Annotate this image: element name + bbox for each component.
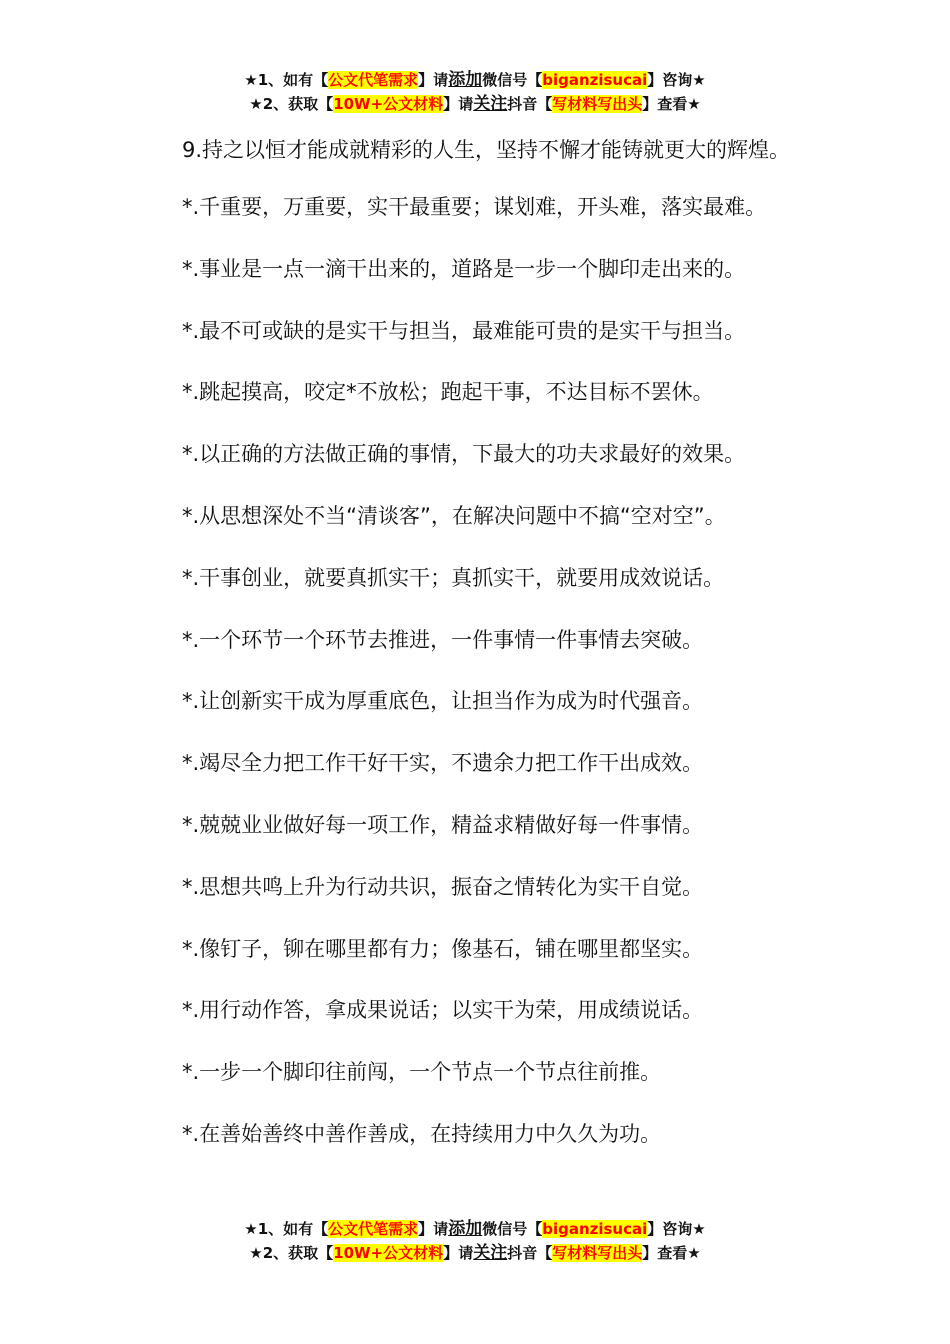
highlight-materials: 10W+公文材料 <box>333 95 444 113</box>
banner-text: 】请 <box>418 71 449 89</box>
banner-text: 抖音【 <box>507 1244 553 1262</box>
list-item: *.用行动作答，拿成果说话；以实干为荣，用成绩说话。 <box>182 998 704 1023</box>
banner-text: 】咨询 <box>647 71 693 89</box>
banner-text: 2、获取【 <box>262 95 334 113</box>
star-icon: ★ <box>244 1220 258 1238</box>
list-item: *.从思想深处不当“清谈客”，在解决问题中不搞“空对空”。 <box>182 503 726 528</box>
star-icon: ★ <box>687 1244 701 1262</box>
underlined-action: 关注 <box>473 1243 508 1263</box>
banner-text: 1、如有【 <box>257 71 329 89</box>
banner-text: 2、获取【 <box>262 1244 334 1262</box>
first-paragraph: 9.持之以恒才能成就精彩的人生，坚持不懈才能铸就更大的辉煌。 <box>182 138 791 162</box>
list-item: *.事业是一点一滴干出来的，道路是一步一个脚印走出来的。 <box>182 256 746 281</box>
banner-line-1 <box>0 1217 950 1241</box>
banner-text: 】请 <box>443 1244 474 1262</box>
list-item: *.像钉子，铆在哪里都有力；像基石，铺在哪里都坚实。 <box>182 936 704 961</box>
highlight-service: 公文代笔需求 <box>328 71 419 89</box>
list-item: *.千重要，万重要，实干最重要；谋划难，开头难，落实最难。 <box>182 195 767 219</box>
list-item: *.竭尽全力把工作干好干实，不遗余力把工作干出成效。 <box>182 751 704 776</box>
star-icon: ★ <box>244 71 258 89</box>
list-item: *.以正确的方法做正确的事情，下最大的功夫求最好的效果。 <box>182 442 746 467</box>
banner-line-2 <box>0 1241 950 1265</box>
document-body <box>142 125 822 1176</box>
banner-text: 1、如有【 <box>257 1220 329 1238</box>
underlined-action: 关注 <box>473 94 508 114</box>
banner-text: 】请 <box>443 95 474 113</box>
banner-text: 】查看 <box>642 95 688 113</box>
banner-text: 】请 <box>418 1220 449 1238</box>
list-item: *.一个环节一个环节去推进，一件事情一件事情去突破。 <box>182 627 704 652</box>
highlight-wechat-id: biganzisucai <box>542 1220 648 1238</box>
highlight-service: 公文代笔需求 <box>328 1220 419 1238</box>
highlight-douyin-account: 写材料写出头 <box>552 1244 643 1262</box>
list-item: *.干事创业，就要真抓实干；真抓实干，就要用成效说话。 <box>182 565 725 590</box>
banner-line-2 <box>0 92 950 116</box>
header-banner <box>0 68 950 116</box>
highlight-wechat-id: biganzisucai <box>542 71 648 89</box>
star-icon: ★ <box>249 1244 263 1262</box>
star-icon: ★ <box>249 95 263 113</box>
underlined-action: 添加 <box>448 70 483 90</box>
banner-line-1 <box>0 68 950 92</box>
banner-text: 抖音【 <box>507 95 553 113</box>
star-icon: ★ <box>692 1220 706 1238</box>
underlined-action: 添加 <box>448 1219 483 1239</box>
star-icon: ★ <box>692 71 706 89</box>
banner-text: 】咨询 <box>647 1220 693 1238</box>
footer-banner <box>0 1217 950 1265</box>
list-item: *.一步一个脚印往前闯，一个节点一个节点往前推。 <box>182 1060 662 1085</box>
highlight-douyin-account: 写材料写出头 <box>552 95 643 113</box>
star-icon: ★ <box>687 95 701 113</box>
list-item: *.最不可或缺的是实干与担当，最难能可贵的是实干与担当。 <box>182 318 746 343</box>
banner-text: 】查看 <box>642 1244 688 1262</box>
list-item: *.在善始善终中善作善成，在持续用力中久久为功。 <box>182 1121 662 1146</box>
highlight-materials: 10W+公文材料 <box>333 1244 444 1262</box>
banner-text: 微信号【 <box>482 1220 543 1238</box>
banner-text: 微信号【 <box>482 71 543 89</box>
list-item: *.思想共鸣上升为行动共识，振奋之情转化为实干自觉。 <box>182 874 704 899</box>
list-item: *.让创新实干成为厚重底色，让担当作为成为时代强音。 <box>182 689 704 714</box>
list-item: *.兢兢业业做好每一项工作，精益求精做好每一件事情。 <box>182 812 704 837</box>
list-item: *.跳起摸高，咬定*不放松；跑起干事，不达目标不罢休。 <box>182 380 714 405</box>
